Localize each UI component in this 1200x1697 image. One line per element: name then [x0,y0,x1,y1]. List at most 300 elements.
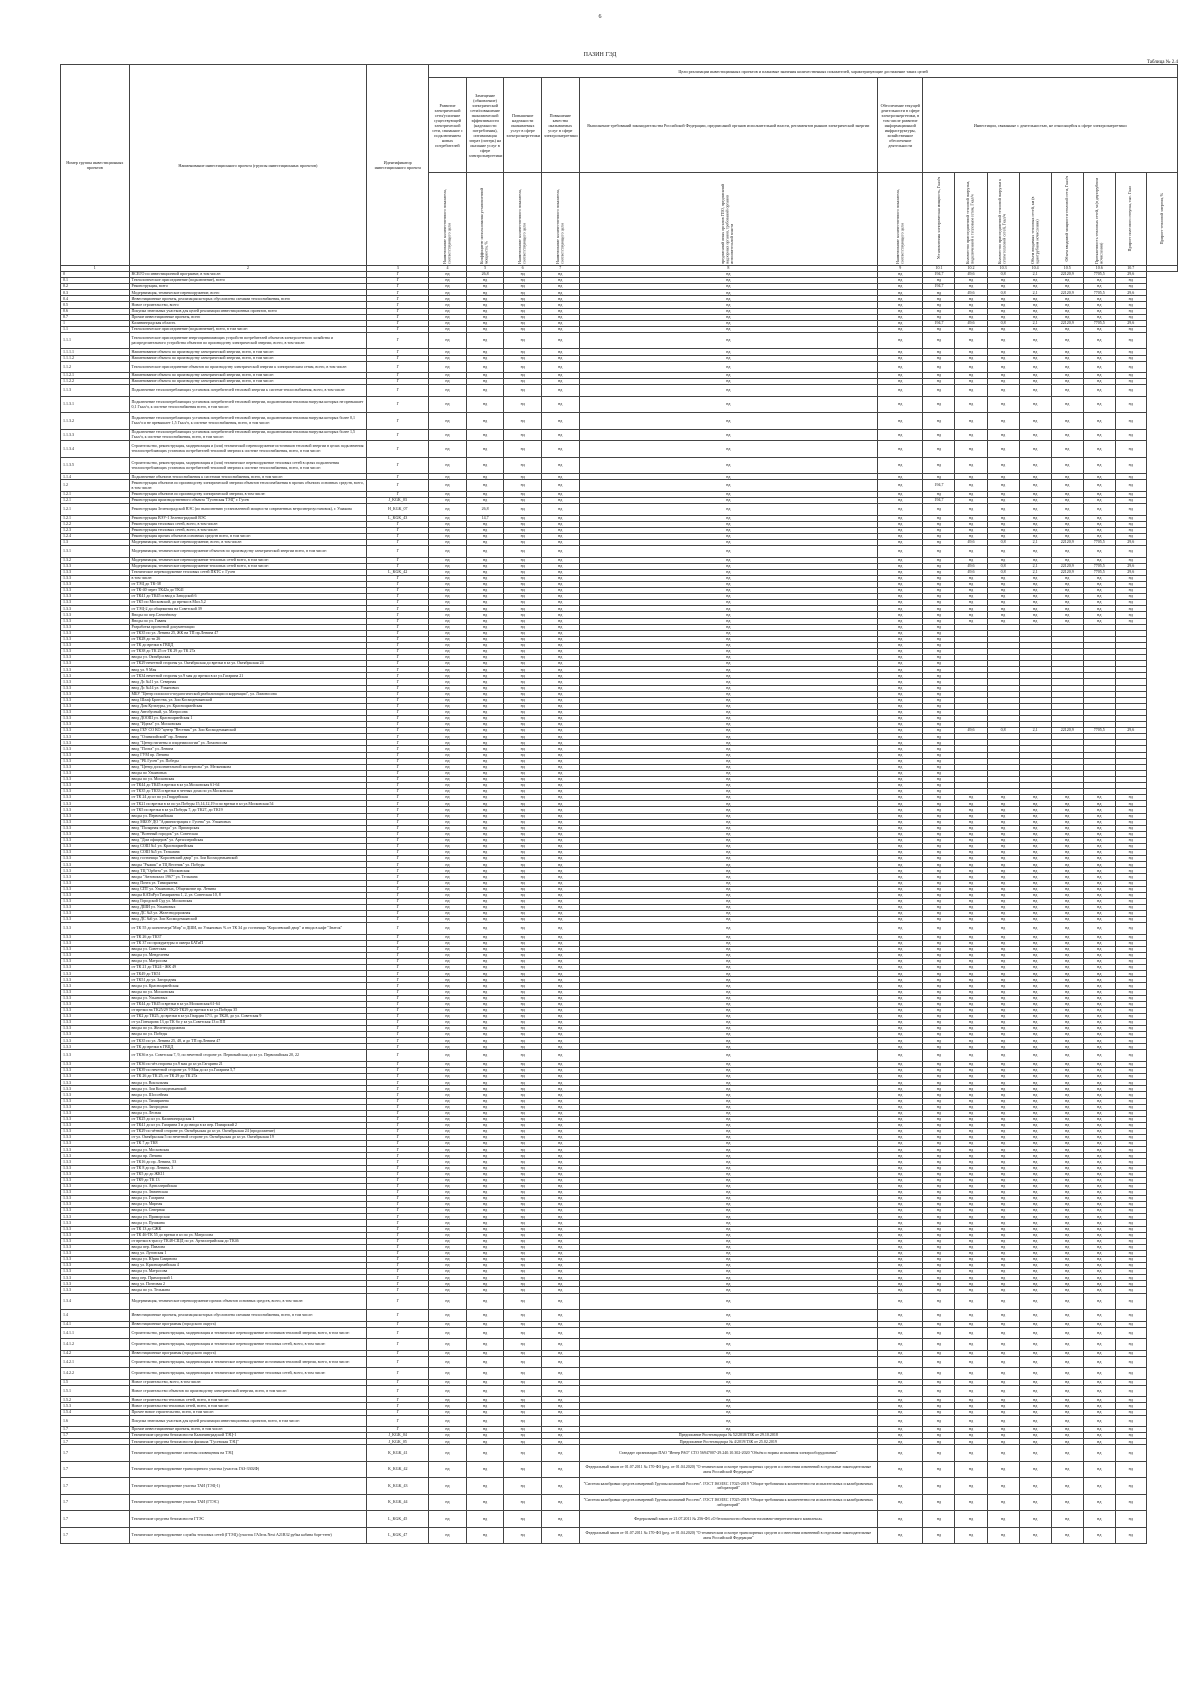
row-number: 1.3.3 [61,734,130,740]
indicator-cell: нд [541,673,579,679]
indicator-cell: нд [1083,429,1115,441]
indicator-cell: нд [466,819,504,825]
indicator-cell: нд [1051,1038,1083,1044]
indicator-cell: нд [504,752,542,758]
indicator-cell: нд [1051,521,1083,527]
row-number: 1.3.3 [61,904,130,910]
indicator-cell: нд [878,521,923,527]
indicator-cell: нд [466,952,504,958]
indicator-cell: нд [429,546,467,558]
indicator-cell: нд [579,480,878,492]
indicator-cell: нд [987,557,1019,563]
indicator-cell: нд [579,971,878,977]
indicator-cell: нд [987,1327,1019,1339]
indicator-cell: нд [1051,1092,1083,1098]
project-id: Г [367,314,429,320]
indicator-cell: нд [955,1220,987,1226]
indicator-cell: нд [466,1068,504,1074]
header-project-id: Идентификатор инвестиционного проекта [367,65,429,266]
indicator-cell: нд [987,1220,1019,1226]
project-id: Г [367,457,429,474]
row-number: 1.3.3 [61,1020,130,1026]
indicator-cell: нд [1115,332,1146,349]
indicator-cell: нд [923,1494,955,1511]
row-number: 0.5 [61,302,130,308]
indicator-cell: нд [541,1327,579,1339]
indicator-cell: нд [923,843,955,849]
indicator-cell: нд [1083,819,1115,825]
indicator-cell: нд [923,752,955,758]
indicator-cell: нд [579,697,878,703]
indicator-cell: нд [1083,989,1115,995]
row-number: 1.3.3 [61,636,130,642]
project-id: Г [367,977,429,983]
row-number: 1.2.1 [61,491,130,497]
indicator-cell: нд [923,296,955,302]
indicator-cell: нд [987,959,1019,965]
indicator-cell: нд [1083,952,1115,958]
project-id: Г [367,1350,429,1356]
indicator-cell: 29,6 [1115,569,1146,575]
project-id: Г [367,413,429,430]
indicator-cell: нд [541,679,579,685]
indicator-cell: нд [579,1001,878,1007]
indicator-cell: нд [429,296,467,302]
indicator-cell: нд [987,581,1019,587]
indicator-cell: нд [923,1202,955,1208]
indicator-cell: нд [579,825,878,831]
indicator-cell: нд [923,546,955,558]
indicator-cell: нд [429,1135,467,1141]
indicator-cell: нд [1083,1208,1115,1214]
project-name: ввод "Центр гигиены и эпидемиологии" ул. Ломоносова [129,740,367,746]
project-name: вводы ул. Артиллерийская [129,1183,367,1189]
indicator-cell: нд [1083,946,1115,952]
indicator-cell: нд [466,457,504,474]
indicator-cell: нд [466,1196,504,1202]
indicator-cell: 0,8 [987,563,1019,569]
indicator-cell: нд [504,575,542,581]
indicator-cell: нд [1019,1263,1051,1269]
project-name: ввод ГБУ СО КО "центр "Вестник" ул. Зои Космодемьянской [129,728,367,734]
indicator-cell: нд [429,989,467,995]
indicator-cell: нд [1019,1007,1051,1013]
indicator-cell: нд [429,1189,467,1195]
indicator-cell: нд [987,429,1019,441]
indicator-cell: нд [923,1445,955,1462]
project-name: Прочее новое строительство, всего, в том числе: [129,1409,367,1415]
project-name: ввод Почта ул. Тимирязева [129,880,367,886]
indicator-cell: нд [541,886,579,892]
indicator-cell: нд [1019,302,1051,308]
indicator-cell: нд [504,1238,542,1244]
project-id: Г [367,1032,429,1038]
indicator-cell: нд [1115,1250,1146,1256]
header-indicator-7c: Количество присоединенной тепловой нагрузки к сетям тепловой сетей, Гкал/ч [987,173,1019,266]
project-id: Г [367,612,429,618]
project-id: Г [367,1368,429,1380]
indicator-cell: нд [923,594,955,600]
indicator-cell: нд [579,474,878,480]
indicator-cell: нд [504,989,542,995]
indicator-cell: нд [1083,1226,1115,1232]
indicator-cell: нд [504,355,542,361]
indicator-cell: нд [1051,965,1083,971]
indicator-cell: нд [923,1368,955,1380]
indicator-cell: нд [466,959,504,965]
indicator-cell: 22120,9 [1051,728,1083,734]
project-id: Г [367,284,429,290]
indicator-cell: нд [1019,843,1051,849]
indicator-cell: нд [1019,480,1051,492]
indicator-cell: нд [1115,284,1146,290]
indicator-cell: нд [1051,1269,1083,1275]
row-number: 1.3.3 [61,740,130,746]
indicator-cell: нд [1019,521,1051,527]
indicator-cell: нд [1019,474,1051,480]
indicator-cell: нд [878,1092,923,1098]
indicator-cell: нд [1019,989,1051,995]
indicator-cell: нд [987,546,1019,558]
indicator-cell: нд [541,515,579,521]
indicator-cell: нд [429,746,467,752]
indicator-cell: нд [504,441,542,458]
indicator-cell: нд [541,290,579,296]
indicator-cell: нд [987,1001,1019,1007]
indicator-cell: нд [579,1068,878,1074]
indicator-cell: нд [923,290,955,296]
indicator-cell: нд [1051,1147,1083,1153]
indicator-cell: нд [923,758,955,764]
table-row [61,457,1178,474]
indicator-cell: нд [541,801,579,807]
indicator-cell: нд [1051,379,1083,385]
indicator-cell: нд [1083,1038,1115,1044]
row-number: 1.3.3 [61,1238,130,1244]
indicator-cell: нд [923,697,955,703]
indicator-cell: нд [541,789,579,795]
indicator-cell: нд [429,1098,467,1104]
project-id: Г [367,539,429,545]
indicator-cell: нд [1083,1007,1115,1013]
indicator-cell: нд [955,1527,987,1544]
indicator-cell: нд [541,1350,579,1356]
project-name: Строительство, реконструкция, модернизация и (или) технической перевооружение источников тепловой энергии в целях подключения теплопотребляющих установок потребителей тепловой энергии к системе теплоснабжения, всего, в том числе: [129,441,367,458]
indicator-cell: нд [878,952,923,958]
indicator-cell: нд [1051,1445,1083,1462]
indicator-cell: нд [1115,971,1146,977]
row-number: 1.7 [61,1427,130,1433]
indicator-cell: нд [987,355,1019,361]
indicator-cell: 2,1 [1019,728,1051,734]
project-id: Г [367,385,429,397]
indicator-cell: нд [541,1044,579,1050]
indicator-cell: нд [1083,1098,1115,1104]
indicator-cell: нд [1083,361,1115,373]
project-name: Модернизация, техническое перевооружение объектов по производству электрической энергии всего, в том числе: [129,546,367,558]
indicator-cell: нд [878,1293,923,1310]
project-name: от ТК35 по ул. Ленина 25, 48, и до ТП пр.Ленина 47 [129,1038,367,1044]
indicator-cell: нд [1115,1189,1146,1195]
indicator-cell: нд [878,703,923,709]
indicator-cell: нд [579,581,878,587]
indicator-cell: нд [504,1511,542,1528]
indicator-cell: нд [579,886,878,892]
project-name: Техническое перевооружение службы тепловых сетей (ГТЭЦ) (участок ГАЗель Next A21R32 рубка кабина борт-тент) [129,1527,367,1544]
indicator-cell: нд [1115,480,1146,492]
indicator-cell: нд [923,648,955,654]
indicator-cell: нд [504,673,542,679]
indicator-cell: нд [466,831,504,837]
indicator-cell: нд [541,1403,579,1409]
indicator-cell: нд [429,385,467,397]
indicator-cell: нд [504,278,542,284]
row-number: 0.3 [61,290,130,296]
indicator-cell: нд [987,1050,1019,1062]
indicator-cell: нд [1115,355,1146,361]
indicator-cell: нд [541,1129,579,1135]
indicator-cell: нд [955,588,987,594]
indicator-cell: нд [541,770,579,776]
indicator-cell: нд [1019,946,1051,952]
indicator-cell: нд [1083,1385,1115,1397]
indicator-cell: нд [1051,1061,1083,1067]
row-number: 1.3.3 [61,679,130,685]
indicator-cell: нд [1115,1356,1146,1368]
indicator-cell: нд [466,630,504,636]
indicator-cell: нд [466,716,504,722]
indicator-cell: нд [579,807,878,813]
indicator-cell: нд [987,349,1019,355]
project-name: от ТК 7 до ТК8 [129,1141,367,1147]
indicator-cell: нд [579,801,878,807]
indicator-cell: 7705,5 [1083,320,1115,326]
row-number: 1.7 [61,1461,130,1478]
row-number: 1.3.3 [61,1141,130,1147]
indicator-cell: нд [541,1511,579,1528]
indicator-cell: нд [1051,1293,1083,1310]
indicator-cell: нд [429,1026,467,1032]
indicator-cell: нд [1051,1385,1083,1397]
indicator-cell: нд [1019,491,1051,497]
row-number: 1.3.3 [61,588,130,594]
project-name: ввод гостиница "Королевский двор" ул. Зои Космодемьянской [129,856,367,862]
indicator-cell: нд [1051,1074,1083,1080]
project-id: J_KGK_03 [367,498,429,504]
row-number: 1.3.3 [61,667,130,673]
row-number: 1.4.1 [61,1321,130,1327]
indicator-cell: нд [1115,1032,1146,1038]
project-id: Г [367,825,429,831]
indicator-cell: нд [1051,1007,1083,1013]
indicator-cell: нд [541,691,579,697]
indicator-cell: нд [878,795,923,801]
indicator-cell: нд [987,1379,1019,1385]
indicator-cell: нд [987,1007,1019,1013]
indicator-cell: нд [429,290,467,296]
indicator-cell: нд [923,361,955,373]
project-id: Г [367,290,429,296]
indicator-cell: нд [466,1226,504,1232]
indicator-cell: нд [1019,831,1051,837]
indicator-cell: нд [1115,989,1146,995]
indicator-cell: нд [504,1122,542,1128]
indicator-cell: нд [466,1189,504,1195]
indicator-cell: нд [579,1275,878,1281]
indicator-cell: нд [987,862,1019,868]
indicator-cell: 2,1 [1019,320,1051,326]
indicator-cell: нд [878,1026,923,1032]
indicator-cell: нд [429,326,467,332]
indicator-cell: нд [878,588,923,594]
indicator-cell: нд [504,703,542,709]
indicator-cell: нд [541,722,579,728]
row-number: 1.3.3 [61,825,130,831]
indicator-cell: нд [955,952,987,958]
indicator-cell: нд [541,642,579,648]
indicator-cell: нд [1115,1263,1146,1269]
indicator-cell: нд [1019,1116,1051,1122]
indicator-cell: нд [878,527,923,533]
project-name: ввод "Идеал" ул. Московская [129,722,367,728]
table-body [61,266,1178,1544]
indicator-cell: нд [878,1196,923,1202]
indicator-cell: нд [923,332,955,349]
indicator-cell: нд [541,965,579,971]
indicator-cell: нд [466,1293,504,1310]
indicator-cell: нд [923,952,955,958]
indicator-cell: нд [1083,1433,1115,1439]
project-id: Г [367,783,429,789]
indicator-cell: нд [1083,837,1115,843]
project-name: ввод "Почта" ул. Ленина [129,746,367,752]
indicator-cell: нд [987,1159,1019,1165]
row-number: 1.3.3 [61,1013,130,1019]
indicator-cell: нд [1019,1494,1051,1511]
indicator-cell: нд [504,588,542,594]
indicator-cell: нд [466,904,504,910]
project-id: Г [367,850,429,856]
row-number: 1.3.3 [61,569,130,575]
indicator-cell: нд [955,396,987,413]
indicator-cell: нд [955,1171,987,1177]
indicator-cell: нд [541,1214,579,1220]
indicator-cell: нд [466,498,504,504]
indicator-cell: нд [466,642,504,648]
indicator-cell: нд [878,569,923,575]
project-name: от ТК34 нечетной стороны ул.9 мая до врезки в кз ул.Гагарина 21 [129,673,367,679]
indicator-cell: нд [504,1494,542,1511]
indicator-cell: нд [429,648,467,654]
indicator-cell: нд [504,1202,542,1208]
row-number: 1.3.3 [61,752,130,758]
indicator-cell: нд [923,1092,955,1098]
indicator-cell: нд [541,995,579,1001]
requirement-reference: Федеральный закон от 21.07.2011 № 256-ФЗ «О безопасности объектов топливно-энергетического комплекса» [579,1511,878,1528]
indicator-cell: нд [923,1275,955,1281]
indicator-cell: нд [1083,1327,1115,1339]
indicator-cell: нд [504,1385,542,1397]
indicator-cell: нд [923,349,955,355]
indicator-cell: 22120,9 [1051,539,1083,545]
indicator-cell: нд [923,965,955,971]
indicator-cell: нд [1115,1287,1146,1293]
indicator-cell: нд [504,1147,542,1153]
row-number: 1.3 [61,539,130,545]
indicator-cell: нд [987,1433,1019,1439]
indicator-cell: нд [923,655,955,661]
indicator-cell: нд [987,296,1019,302]
indicator-cell: нд [504,898,542,904]
indicator-cell: 26,8 [466,504,504,516]
indicator-cell: нд [1115,1385,1146,1397]
indicator-cell: нд [987,1439,1019,1445]
indicator-cell: нд [1019,862,1051,868]
indicator-cell: нд [504,983,542,989]
indicator-cell: нд [1019,314,1051,320]
indicator-cell: нд [878,679,923,685]
indicator-cell: нд [878,892,923,898]
indicator-cell: нд [955,1153,987,1159]
indicator-cell: нд [878,709,923,715]
indicator-cell: нд [878,349,923,355]
indicator-cell: нд [541,1368,579,1380]
indicator-cell: нд [923,1226,955,1232]
project-name: вводы пр. Ленина [129,1153,367,1159]
indicator-cell: нд [1019,1104,1051,1110]
indicator-cell: нд [987,874,1019,880]
indicator-cell: нд [923,557,955,563]
project-name: ввод ул. Луговская 1 [129,1250,367,1256]
project-id: Г [367,673,429,679]
project-id: Г [367,272,429,278]
project-id: Г [367,911,429,917]
indicator-cell: нд [1115,1202,1146,1208]
indicator-cell: нд [1019,498,1051,504]
indicator-cell: нд [955,474,987,480]
project-name: Строительство, реконструкция, модернизация и техническое перевооружение тепловых сетей, всего, в том числе: [129,1339,367,1351]
row-number: 1.3.3 [61,728,130,734]
indicator-cell: нд [429,1177,467,1183]
indicator-cell: нд [1019,1013,1051,1019]
indicator-cell: нд [504,764,542,770]
indicator-cell: нд [1083,527,1115,533]
project-name: от ТК21 по врезки в кз по ул.Победы 15,14,12,19 и по врезки в кз ул.Московская 54 [129,801,367,807]
row-number: 1.3.3 [61,795,130,801]
indicator-cell: нд [923,504,955,516]
indicator-cell: нд [955,1356,987,1368]
indicator-cell: нд [579,355,878,361]
indicator-cell: нд [579,302,878,308]
indicator-cell: нд [541,1026,579,1032]
indicator-cell: нд [579,636,878,642]
project-name: Техническое перевооружение тепловых сетей ПКТС г. Гусев [129,569,367,575]
indicator-cell: нд [466,314,504,320]
indicator-cell: нд [579,588,878,594]
indicator-cell: нд [878,1238,923,1244]
indicator-cell: нд [429,959,467,965]
indicator-cell: 194,7 [923,284,955,290]
indicator-cell: нд [878,1511,923,1528]
indicator-cell: нд [429,911,467,917]
indicator-cell: нд [541,1050,579,1062]
indicator-cell: нд [878,837,923,843]
indicator-cell: нд [579,457,878,474]
project-id: Г [367,874,429,880]
row-number: 1.3.3 [61,995,130,1001]
indicator-cell: нд [1083,983,1115,989]
indicator-cell: нд [1019,983,1051,989]
